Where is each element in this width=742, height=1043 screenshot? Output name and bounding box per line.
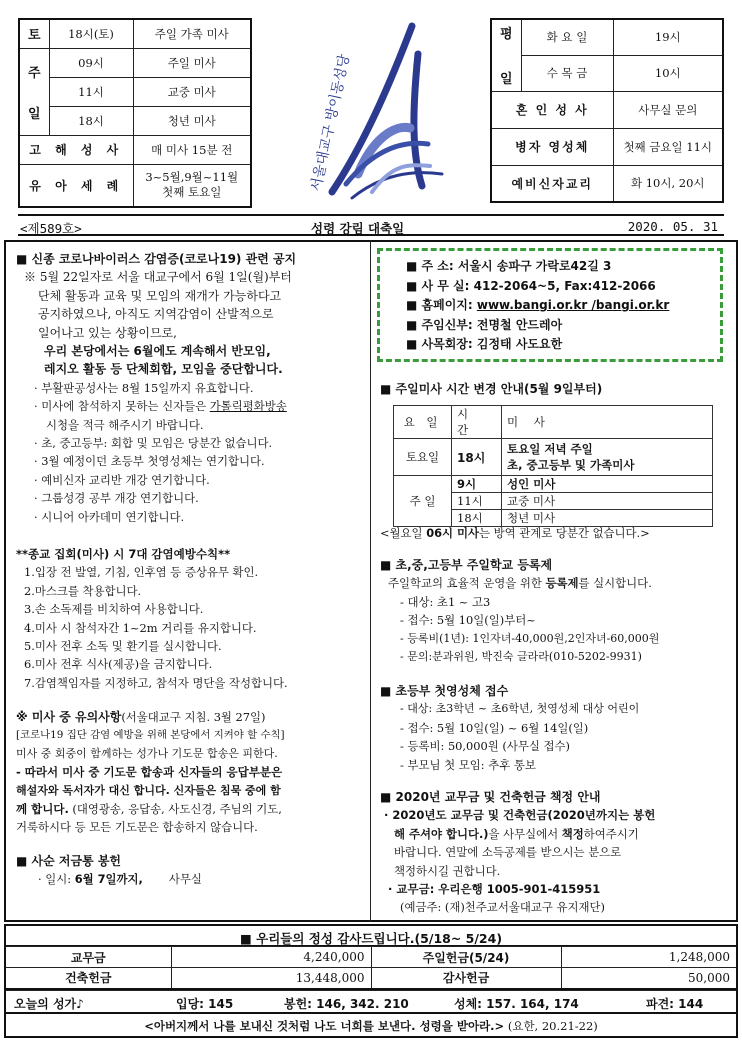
sched-sat-mass-1: 토요일 저녁 주일 — [507, 442, 593, 456]
sched-sun-time-2: 11시 — [452, 493, 502, 510]
hymn-recessional: 파견: 144 — [646, 997, 704, 1011]
tithe-bold-1: · 2020년도 교무금 및 건축헌금(2020년까지는 봉헌 — [384, 808, 656, 823]
column-divider — [370, 240, 371, 922]
weekday-time-1: 19시 — [613, 19, 723, 55]
rule-4: 4.미사 시 참석자간 1~2m 거리를 유지합니다. — [24, 620, 257, 635]
tithe-account: · 교무금: 우리은행 1005-901-415951 — [388, 882, 601, 897]
sunday-school-item-3: - 등록비(1년): 1인자녀-40,000원,2인자녀-60,000원 — [400, 631, 660, 645]
bullet-7: · 시니어 아카데미 연기합니다. — [34, 509, 185, 524]
label-thanksgiving: 감사헌금 — [371, 968, 561, 989]
monday-note-1: <월요일 — [380, 526, 427, 540]
hymn-offertory: 봉헌: 146, 342. 210 — [284, 997, 409, 1011]
sunday-label-1: 주 — [27, 65, 41, 81]
weekday-label — [491, 19, 521, 91]
sched-sun-day: 주 일 — [394, 476, 452, 527]
sunday-school-item-4: - 문의:분과위원, 박진숙 글라라(010-5202-9931) — [400, 650, 642, 664]
homepage-link[interactable]: www.bangi.or.kr /bangi.or.kr — [476, 298, 670, 312]
sched-sat-mass — [502, 439, 713, 476]
bullet-4: · 3월 예정이던 초등부 첫영성체는 연기합니다. — [34, 454, 265, 469]
sick-communion-value: 첫째 금요일 11시 — [613, 128, 723, 165]
saturday-desc: 주일 가족 미사 — [133, 19, 251, 48]
parish-logo — [262, 14, 482, 204]
sched-sat-day: 토요일 — [394, 439, 452, 476]
bullet-3: · 초, 중고등부: 회합 및 모임은 당분간 없습니다. — [34, 436, 273, 451]
note-line-4: 거룩하시다 등 모든 기도문은 합송하지 않습니다. — [16, 820, 258, 835]
sunday-school-intro — [380, 574, 730, 592]
covid-line-2: 단체 활동과 교육 및 모임의 재개가 가능하다고 — [38, 288, 282, 303]
weekday-time-2: 10시 — [613, 55, 723, 91]
note-line-2: 미사 중 회중이 함께하는 성가나 기도문 합송은 피한다. — [16, 746, 278, 760]
mass-schedule-right — [490, 18, 724, 203]
communion-title: ■ 초등부 첫영성체 접수 — [380, 684, 509, 698]
sunday-school-intro-1: 주일학교의 효율적 운영을 위한 — [388, 576, 546, 591]
offering-box — [16, 852, 368, 889]
label-building-fund: 건축헌금 — [5, 968, 171, 989]
label-tithe: 교무금 — [5, 947, 171, 968]
offering-place: 사무실 — [168, 872, 202, 887]
first-communion-section — [380, 682, 730, 774]
note-line-3: (대영광송, 응답송, 사도신경, 주님의 기도, — [68, 802, 282, 817]
monday-note — [380, 524, 650, 542]
tithe-title: ■ 2020년 교무금 및 건축헌금 책정 안내 — [380, 790, 601, 804]
value-sunday-offering: 1,248,000 — [561, 947, 737, 968]
bullet-2 — [16, 397, 368, 415]
covid-notice — [16, 250, 368, 526]
infant-baptism-value — [133, 164, 251, 207]
sched-sun-mass-1: 성인 미사 — [502, 476, 713, 493]
weekday-label-1: 평 — [499, 27, 513, 43]
hymns-label: 오늘의 성가♪ — [14, 997, 84, 1011]
note-line-1: [코로나19 집단 감염 예방을 위해 본당에서 지켜야 할 수칙] — [16, 729, 285, 742]
info-address: ■ 주 소: 서울시 송파구 가락로42길 3 — [406, 259, 612, 273]
covid-bold-1: 우리 본당에서는 6월에도 계속해서 반모임, — [44, 344, 271, 359]
infant-baptism-day: 첫째 토요일 — [162, 185, 222, 200]
sunday-school-title: ■ 초,중,고등부 주일학교 등록제 — [380, 558, 553, 572]
tithe-line-2b: 을 사무실에서 — [488, 826, 562, 841]
wedding-value: 사무실 문의 — [613, 91, 723, 128]
sched-header-time: 시 간 — [452, 406, 502, 439]
wedding-label: 혼 인 성 사 — [491, 91, 613, 128]
covid-line-3: 공지하였으나, 아직도 지역감염이 산발적으로 — [38, 307, 274, 322]
label-sunday-offering: 주일헌금(5/24) — [371, 947, 561, 968]
hymn-communion: 성체: 157. 164, 174 — [454, 997, 579, 1011]
tithe-line-3: 바랍니다. 연말에 소득공제를 받으시는 분으로 — [394, 845, 622, 860]
info-office: ■ 사 무 실: 412-2064~5, Fax:412-2066 — [406, 278, 656, 293]
sched-sun-mass-2: 교중 미사 — [502, 493, 713, 510]
rule-7: 7.감염책임자를 지정하고, 참석자 명단을 작성합니다. — [24, 675, 288, 690]
info-pastor: ■ 주임신부: 전명철 안드레아 — [406, 317, 563, 332]
catechism-value: 화 10시, 20시 — [613, 165, 723, 202]
hymn-entrance: 입당: 145 — [176, 997, 234, 1011]
rules-title: **종교 집회(미사) 시 7대 감염예방수칙** — [16, 547, 231, 561]
monday-note-2: 는 방역 관계로 당분간 없습니다.> — [479, 526, 650, 540]
note-bold-1: - 따라서 미사 중 기도문 합송과 신자들의 응답부분은 — [16, 765, 283, 780]
rule-2: 2.마스크를 착용합니다. — [24, 583, 142, 598]
value-tithe: 4,240,000 — [171, 947, 371, 968]
info-homepage — [406, 296, 720, 316]
sick-communion-label: 병자 영성체 — [491, 128, 613, 165]
tithe-line-2 — [380, 825, 730, 843]
note-title-bold: ※ 미사 중 유의사항 — [16, 710, 122, 724]
offering-date: 6월 7일까지, — [74, 872, 143, 887]
note-bold-2: 해설자와 독서자가 대신 합니다. 신자들은 침묵 중에 함 — [16, 783, 281, 797]
note-title-source: (서울대교구 지침. 3월 27일) — [121, 710, 266, 724]
offering-totals-table — [4, 946, 738, 990]
covid-bold-2: 레지오 활동 등 단체회합, 모임을 중단합니다. — [44, 362, 283, 377]
catechism-label: 예비신자교리 — [491, 165, 613, 202]
weekday-days-1: 화 요 일 — [521, 19, 613, 55]
tithe-line-4: 책정하시길 권합니다. — [394, 863, 501, 878]
communion-item-2: - 접수: 5월 10일(일) ~ 6월 14일(일) — [400, 720, 589, 735]
communion-item-1: - 대상: 초3학년 ~ 초6학년, 첫영성체 대상 어린이 — [400, 702, 640, 716]
sched-sat-mass-2: 초, 중고등부 및 가족미사 — [507, 458, 635, 472]
note-bold-3-text: 께 합니다. — [16, 802, 69, 817]
schedule-title: ■ 주일미사 시간 변경 안내(5월 9일부터) — [380, 382, 603, 396]
communion-item-3: - 등록비: 50,000원 (사무실 접수) — [400, 739, 570, 754]
sched-sun-mass-3: 청년 미사 — [502, 510, 713, 527]
bullet-6: · 그룹성경 공부 개강 연기합니다. — [34, 491, 199, 506]
verse-text: <아버지께서 나를 보내신 것처럼 나도 너희를 보낸다. 성령을 받아라.> — [144, 1019, 505, 1033]
sunday-label — [19, 48, 49, 135]
weekday-days-2: 수 목 금 — [521, 55, 613, 91]
issue-title: 성령 강림 대축일 — [311, 221, 405, 236]
covid-line-4: 일어나고 있는 상황이므로, — [38, 325, 177, 340]
issue-bar — [18, 214, 724, 236]
bullet-1: · 부활판공성사는 8월 15일까지 유효합니다. — [34, 380, 254, 395]
sunday-desc-2: 교중 미사 — [133, 77, 251, 106]
sched-header-day: 요 일 — [394, 406, 452, 439]
schedule-table — [393, 405, 713, 527]
saturday-time: 18시(토) — [49, 19, 133, 48]
sunday-time-3: 18시 — [49, 106, 133, 135]
sched-header-mass: 미 사 — [502, 406, 713, 439]
bullet-2-cont: 시청을 적극 해주시기 바랍니다. — [46, 417, 204, 432]
mass-schedule-left — [18, 18, 252, 208]
bullet-5: · 예비신자 교리반 개강 연기합니다. — [34, 472, 210, 487]
sunday-desc-1: 주일 미사 — [133, 48, 251, 77]
rule-5: 5.미사 전후 소독 및 환기를 실시합니다. — [24, 639, 222, 654]
rule-1: 1.입장 전 발열, 기침, 인후염 등 증상유무 확인. — [24, 565, 259, 580]
gospel-verse — [4, 1014, 738, 1038]
sunday-school-item-1: - 대상: 초1 ~ 고3 — [400, 594, 491, 609]
issue-date: 2020. 05. 31 — [627, 219, 718, 234]
sunday-school-section — [380, 556, 730, 666]
monday-note-bold: 06시 미사 — [426, 526, 480, 540]
hymns-bar — [4, 990, 738, 1014]
communion-item-4: - 부모님 첫 모임: 추후 통보 — [400, 757, 536, 772]
homepage-label: ■ 홈페이지: — [406, 298, 477, 312]
confession-label: 고 해 성 사 — [19, 135, 133, 164]
sunday-label-2: 일 — [27, 106, 41, 122]
tithe-holder: (예금주: (재)천주교서울대교구 유지재단) — [400, 900, 605, 915]
sunday-school-intro-bold: 등록제 — [545, 576, 579, 591]
covid-title: ■ 신종 코로나바이러스 감염증(코로나19) 관련 공지 — [16, 252, 297, 266]
infant-baptism-months: 3~5월,9월~11월 — [145, 170, 239, 185]
note-title — [16, 708, 368, 726]
sunday-school-item-2: - 접수: 5월 10일(일)부터~ — [400, 613, 536, 628]
offering-title: ■ 사순 저금통 봉헌 — [16, 854, 122, 868]
tithe-section — [380, 788, 730, 917]
rule-3: 3.손 소독제를 비치하여 사용합니다. — [24, 602, 204, 617]
mass-notes — [16, 708, 368, 837]
prevention-rules — [16, 545, 368, 692]
logo-text: 서울대교구 방이동성당 — [308, 52, 353, 193]
offering-line — [16, 870, 368, 888]
value-thanksgiving: 50,000 — [561, 968, 737, 989]
covid-line-1: ※ 5월 22일자로 서울 대교구에서 6월 1일(월)부터 — [24, 270, 292, 285]
tithe-bold-3: 책정 — [561, 826, 584, 841]
info-council-head: ■ 사목회장: 김정태 사도요한 — [406, 337, 563, 351]
tithe-line-2c: 하여주시기 — [583, 826, 639, 841]
note-bold-3 — [16, 800, 368, 818]
sunday-time-1: 09시 — [49, 48, 133, 77]
saturday-label: 토 — [19, 19, 49, 48]
sched-sat-time: 18시 — [452, 439, 502, 476]
thanks-title: ■ 우리들의 정성 감사드립니다.(5/18~ 5/24) — [4, 924, 738, 946]
sched-sun-time-3: 18시 — [452, 510, 502, 527]
issue-number: <제589호> — [20, 221, 82, 236]
bullet-2-text: · 미사에 참석하지 못하는 신자들은 — [34, 399, 210, 414]
sunday-time-2: 11시 — [49, 77, 133, 106]
tithe-bold-2: 해 주셔야 합니다.) — [394, 826, 489, 841]
sched-sun-time-1: 9시 — [452, 476, 502, 493]
cpbc-link[interactable]: 가톨릭평화방송 — [209, 399, 287, 414]
weekday-label-2: 일 — [499, 72, 513, 88]
sunday-school-intro-2: 를 실시합니다. — [578, 576, 652, 591]
parish-info-box — [377, 248, 723, 362]
confession-value: 매 미사 15분 전 — [133, 135, 251, 164]
rule-6: 6.미사 전후 식사(제공)을 금지합니다. — [24, 657, 213, 672]
infant-baptism-label: 유 아 세 례 — [19, 164, 133, 207]
offering-prefix: · 일시: — [38, 872, 75, 887]
verse-reference: (요한, 20.21-22) — [504, 1019, 598, 1033]
sunday-desc-3: 청년 미사 — [133, 106, 251, 135]
value-building-fund: 13,448,000 — [171, 968, 371, 989]
